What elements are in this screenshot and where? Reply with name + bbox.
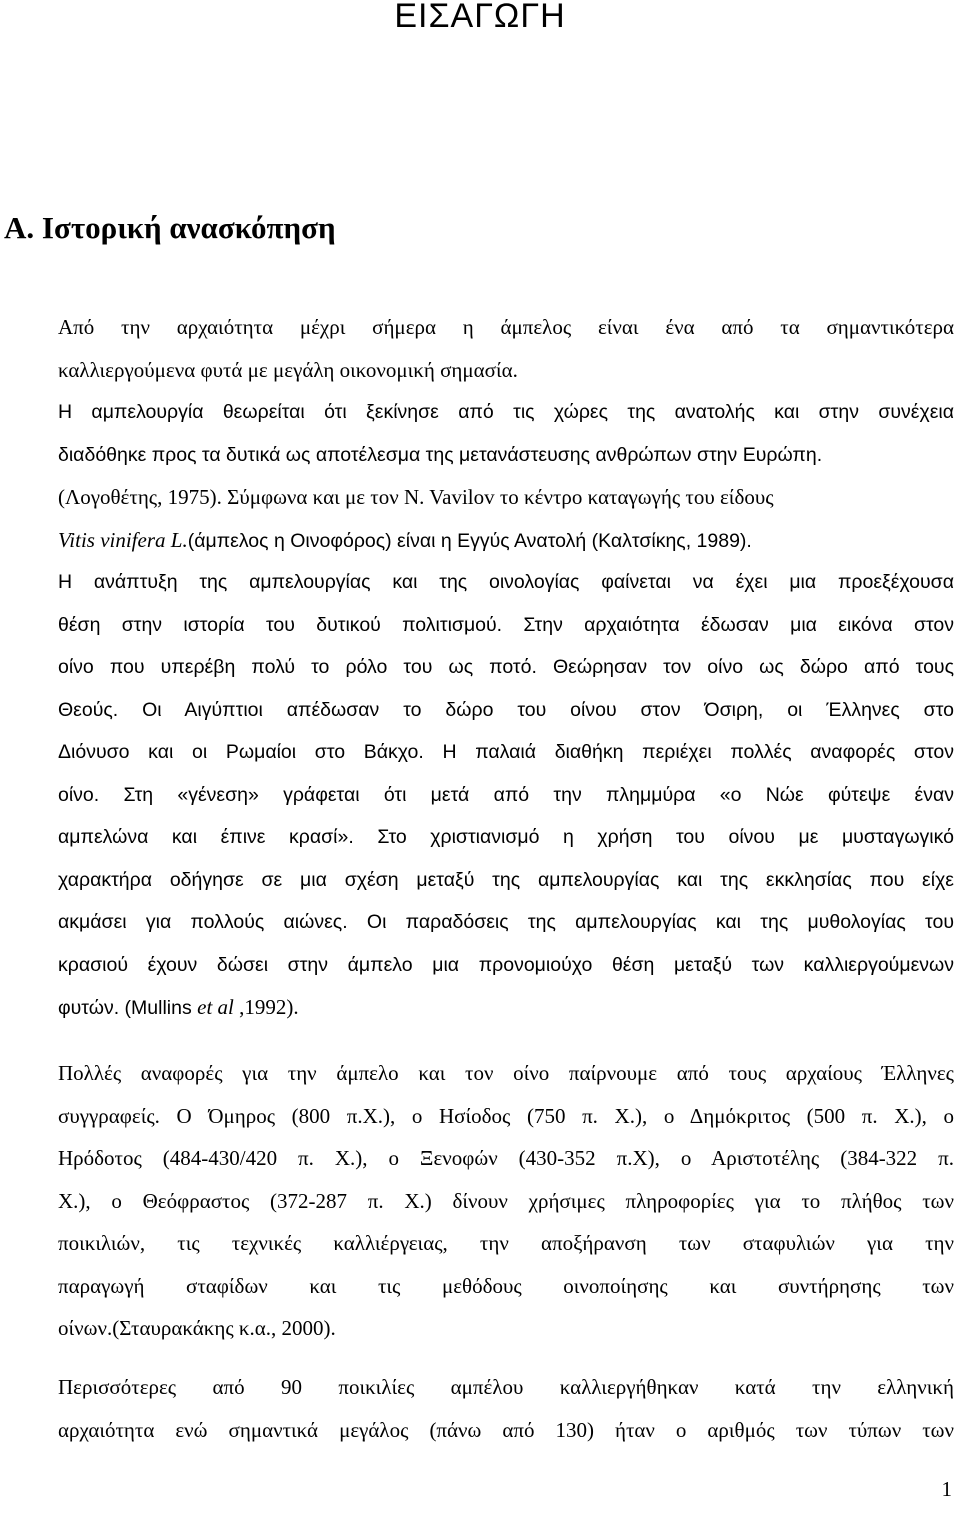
text-line-2: καλλιεργούμενα φυτά με μεγάλη οικονομική σημασία. <box>58 357 518 382</box>
text-line-24: οίνων.(Σταυρακάκης κ.α., 2000). <box>58 1316 336 1340</box>
text-line-10: Θεούς. Οι Αιγύπτιοι απέδωσαν το δώρο του οίνου στον Όσιρη, οι Έλληνες στο <box>58 698 954 721</box>
text-line-25: Περισσότερες από 90 ποικιλίες αμπέλου καλλιεργήθηκαν κατά την ελληνική <box>58 1375 954 1399</box>
section-heading: Α. Ιστορική ανασκόπηση <box>4 210 336 245</box>
text-line-9: οίνο που υπερέβη πολύ το ρόλο του ως ποτό. Θεώρησαν τον οίνο ως δώρο από τους <box>58 656 954 678</box>
text-line-1: Από την αρχαιότητα μέχρι σήμερα η άμπελος είναι ένα από τα σημαντικότερα <box>58 315 954 339</box>
text-line-13: αμπελώνα και έπινε κρασί». Στο χριστιανισμό η χρήση του οίνου με μυσταγωγικό <box>58 826 954 848</box>
text-line-8: θέση στην ιστορία του δυτικού πολιτισμού. Στην αρχαιότητα έδωσαν μια εικόνα στον <box>58 613 954 636</box>
text-line-19: συγγραφείς. Ο Όμηρος (800 π.Χ.), ο Ησίοδος (750 π. Χ.), ο Δημόκριτος (500 π. Χ.), ο <box>58 1103 954 1128</box>
text-line-23: παραγωγή σταφίδων και τις μεθόδους οινοποίησης και συντήρησης των <box>58 1273 954 1298</box>
body-text-block-1 <box>58 306 954 1029</box>
et-al: et al <box>197 995 234 1019</box>
text-line-22: ποικιλιών, τις τεχνικές καλλιέργειας, την αποξήρανση των σταφυλιών για την <box>58 1231 954 1255</box>
text-line-26: αρχαιότητα ενώ σημαντικά μεγάλος (πάνω από 130) ήταν ο αριθμός των τύπων των <box>58 1417 954 1442</box>
text-line-7: Η ανάπτυξη της αμπελουργίας και της οινολογίας φαίνεται να έχει μια προεξέχουσα <box>58 571 954 593</box>
text-line-6-part-2: (άμπελος η Οινοφόρος) είναι η Εγγύς Ανατολή (Καλτσίκης, 1989). <box>187 529 752 552</box>
text-line-12: οίνο. Στη «γένεση» γράφεται ότι μετά από την πλημμύρα «ο Νώε φύτεψε έναν <box>58 783 954 806</box>
text-line-5-part-2: N. Vavilov το κέντρο καταγωγής του είδους <box>398 485 774 509</box>
text-line-14: χαρακτήρα οδήγησε σε μια σχέση μεταξύ της αμπελουργίας και της εκκλησίας που είχε <box>58 868 954 891</box>
text-line-17-part-3: ,1992). <box>233 995 299 1019</box>
text-line-6 <box>58 519 954 562</box>
page-title: ΕΙΣΑΓΩΓΗ <box>394 0 566 35</box>
body-text-block-2 <box>58 1052 954 1350</box>
text-line-11: Διόνυσο και οι Ρωμαίοι στο Βάκχο. Η παλαιά διαθήκη περιέχει πολλές αναφορές στον <box>58 741 954 763</box>
text-line-15: ακμάσει για πολλούς αιώνες. Οι παραδόσεις της αμπελουργίας και της μυθολογίας του <box>58 911 954 933</box>
text-line-18: Πολλές αναφορές για την άμπελο και τον οίνο παίρνουμε από τους αρχαίους Έλληνες <box>58 1061 954 1085</box>
text-line-16: κρασιού έχουν δώσει στην άμπελο μια προνομιούχο θέση μεταξύ των καλλιεργούμενων <box>58 953 954 976</box>
text-line-5-part-1: (Λογοθέτης, 1975). Σύμφωνα και με τον <box>58 485 399 509</box>
text-line-17 <box>58 986 954 1029</box>
text-line-5 <box>58 476 954 519</box>
species-name: Vitis vinifera L. <box>58 527 188 552</box>
body-text-block-3 <box>58 1366 954 1451</box>
text-line-4: διαδόθηκε προς τα δυτικά ως αποτέλεσμα της μετανάστευσης ανθρώπων στην Ευρώπη. <box>58 443 823 466</box>
text-line-17-part-1: φυτών. (Mullins <box>58 997 198 1019</box>
text-line-21: Χ.), ο Θεόφραστος (372-287 π. Χ.) δίνουν χρήσιμες πληροφορίες για το πλήθος των <box>58 1188 954 1213</box>
text-line-20: Ηρόδοτος (484-430/420 π. Χ.), ο Ξενοφών (430-352 π.Χ), ο Αριστοτέλης (384-322 π. <box>58 1146 954 1170</box>
text-line-3: Η αμπελουργία θεωρείται ότι ξεκίνησε από τις χώρες της ανατολής και στην συνέχεια <box>58 401 954 423</box>
page-number: 1 <box>941 1477 952 1501</box>
